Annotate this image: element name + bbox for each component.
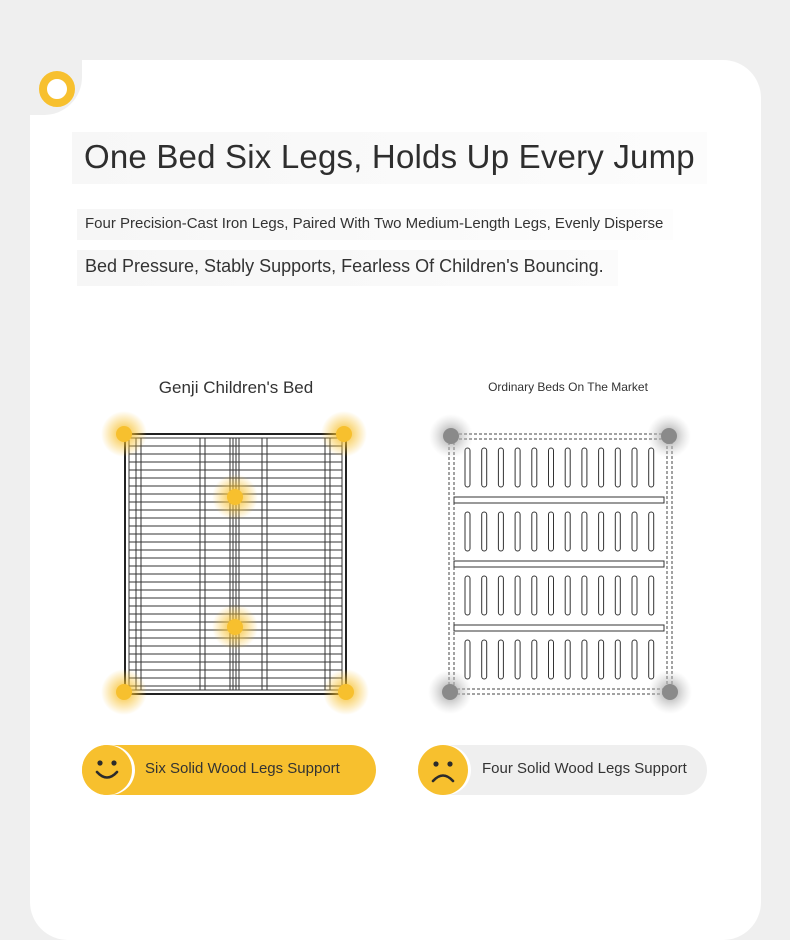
subtitle-line-1: Four Precision-Cast Iron Legs, Paired With Two Medium-Length Legs, Evenly Disperse bbox=[77, 209, 673, 240]
support-leg-icon bbox=[443, 428, 459, 444]
slat-slot bbox=[532, 640, 537, 679]
slat-slot bbox=[482, 512, 487, 551]
slat-slot bbox=[632, 448, 637, 487]
slat-slot bbox=[549, 512, 554, 551]
support-leg-icon bbox=[338, 684, 354, 700]
subtitle-line-2: Bed Pressure, Stably Supports, Fearless Of Children's Bouncing. bbox=[77, 250, 618, 286]
genji-bed-label: Genji Children's Bed bbox=[158, 378, 314, 397]
slat-slot bbox=[615, 448, 620, 487]
support-leg-icon bbox=[336, 426, 352, 442]
slat-slot bbox=[615, 512, 620, 551]
support-leg-icon bbox=[662, 684, 678, 700]
slat-slot bbox=[465, 448, 470, 487]
slat-slot bbox=[632, 512, 637, 551]
slat-slot bbox=[465, 640, 470, 679]
slat-slot bbox=[565, 640, 570, 679]
slat-slot bbox=[599, 640, 604, 679]
cross-bar bbox=[454, 561, 664, 567]
ring-decoration-icon bbox=[39, 71, 75, 107]
slat-slot bbox=[515, 576, 520, 615]
slat-slot bbox=[565, 576, 570, 615]
slat-slot bbox=[549, 448, 554, 487]
slat-slot bbox=[482, 640, 487, 679]
slat-slot bbox=[599, 576, 604, 615]
cross-bar bbox=[454, 497, 664, 503]
slat-slot bbox=[615, 640, 620, 679]
slat-slot bbox=[498, 512, 503, 551]
slat-slot bbox=[498, 576, 503, 615]
support-leg-icon bbox=[661, 428, 677, 444]
six-leg-bed-diagram bbox=[100, 410, 370, 716]
four-legs-badge bbox=[418, 745, 707, 795]
slat-slot bbox=[482, 576, 487, 615]
slat-slot bbox=[532, 576, 537, 615]
slat-slot bbox=[532, 448, 537, 487]
support-leg-icon bbox=[227, 489, 243, 505]
slat-slot bbox=[532, 512, 537, 551]
support-leg-icon bbox=[116, 426, 132, 442]
frown-icon bbox=[418, 745, 468, 795]
slat-slot bbox=[632, 576, 637, 615]
slat-slot bbox=[649, 576, 654, 615]
slat-slot bbox=[615, 576, 620, 615]
support-leg-icon bbox=[227, 619, 243, 635]
slat-slot bbox=[649, 448, 654, 487]
smile-icon bbox=[82, 745, 132, 795]
slat-slot bbox=[649, 512, 654, 551]
slat-slot bbox=[515, 448, 520, 487]
support-leg-icon bbox=[442, 684, 458, 700]
slat-slot bbox=[582, 512, 587, 551]
four-legs-badge-label: Four Solid Wood Legs Support bbox=[482, 760, 687, 777]
slat-slot bbox=[649, 640, 654, 679]
slat-slot bbox=[515, 640, 520, 679]
support-leg-icon bbox=[116, 684, 132, 700]
slat-slot bbox=[498, 640, 503, 679]
slat-slot bbox=[599, 448, 604, 487]
six-legs-badge bbox=[82, 745, 376, 795]
slat-slot bbox=[465, 576, 470, 615]
six-legs-badge-label: Six Solid Wood Legs Support bbox=[145, 760, 340, 777]
slat-slot bbox=[582, 448, 587, 487]
slat-slot bbox=[549, 576, 554, 615]
slat-slot bbox=[565, 448, 570, 487]
slat-slot bbox=[482, 448, 487, 487]
slat-slot bbox=[498, 448, 503, 487]
slat-slot bbox=[582, 576, 587, 615]
slat-slot bbox=[582, 640, 587, 679]
slat-slot bbox=[515, 512, 520, 551]
cross-bar bbox=[454, 625, 664, 631]
slat-slot bbox=[465, 512, 470, 551]
slat-slot bbox=[549, 640, 554, 679]
slat-slot bbox=[565, 512, 570, 551]
four-leg-bed-diagram bbox=[425, 410, 695, 716]
slat-slot bbox=[632, 640, 637, 679]
slat-slot bbox=[599, 512, 604, 551]
page-title: One Bed Six Legs, Holds Up Every Jump bbox=[72, 132, 707, 184]
ordinary-bed-label: Ordinary Beds On The Market bbox=[488, 380, 648, 394]
